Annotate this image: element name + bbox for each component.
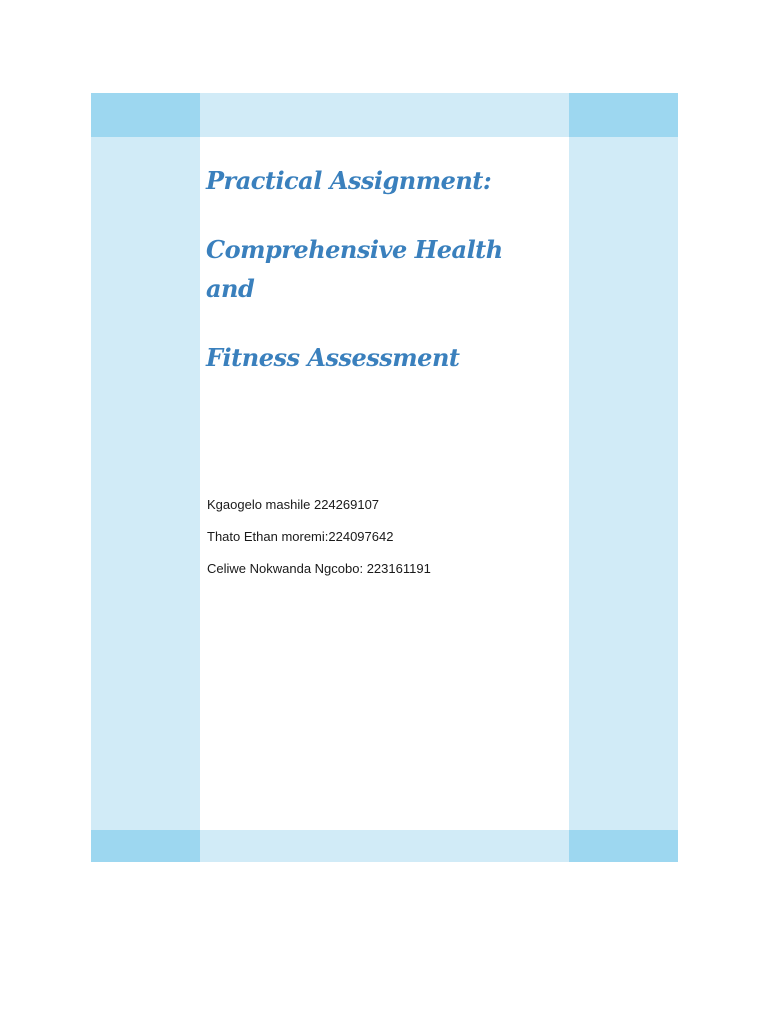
author-line-1: Kgaogelo mashile 224269107 bbox=[207, 497, 380, 512]
title-line-2: Comprehensive Health bbox=[206, 235, 503, 264]
cover-content bbox=[200, 137, 569, 830]
cover-frame bbox=[91, 93, 678, 862]
corner-bottom-right bbox=[569, 830, 678, 862]
title-line-4: Fitness Assessment bbox=[206, 343, 460, 372]
right-column-band bbox=[569, 93, 678, 862]
corner-top-right bbox=[569, 93, 678, 137]
author-line-2: Thato Ethan moremi:224097642 bbox=[207, 529, 394, 544]
corner-top-left bbox=[91, 93, 200, 137]
title-line-3: and bbox=[206, 274, 255, 303]
corner-bottom-left bbox=[91, 830, 200, 862]
title-line-1: Practical Assignment: bbox=[206, 166, 492, 195]
left-column-band bbox=[91, 93, 200, 862]
author-line-3: Celiwe Nokwanda Ngcobo: 223161191 bbox=[207, 561, 431, 576]
